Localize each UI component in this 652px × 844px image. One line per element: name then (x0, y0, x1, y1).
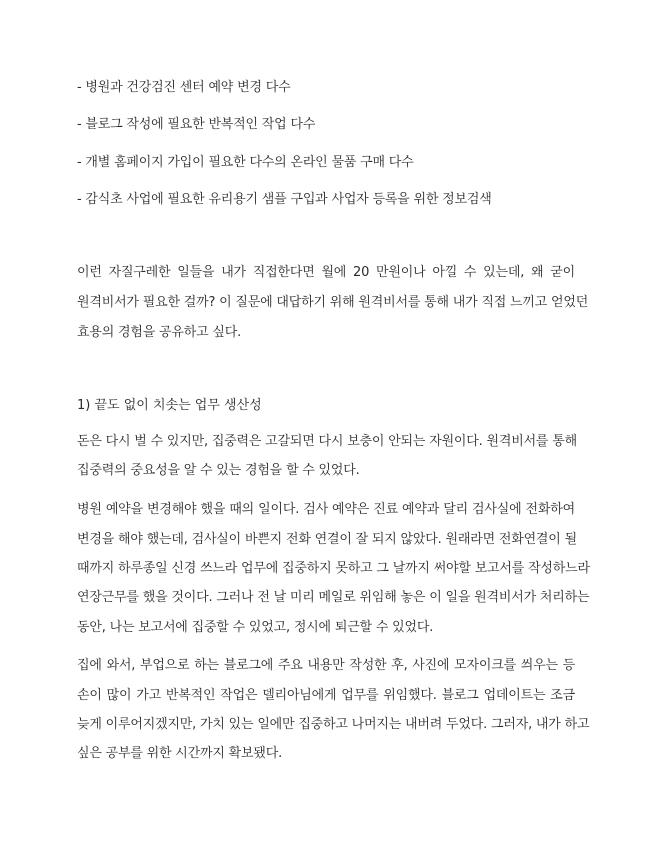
paragraph-line: 효용의 경험을 공유하고 싶다. (77, 325, 242, 340)
paragraph-line: 이런 자질구레한 일들을 내가 직접한다면 월에 20 만원이나 아낄 수 있는데, 왜 굳이 (77, 265, 575, 280)
paragraph-line: 연장근무를 했을 것이다. 그러나 전 날 미리 메일로 위임해 놓은 이 일을 원격비서가 처리하는 (77, 590, 590, 605)
paragraph-line: 병원 예약을 변경해야 했을 때의 일이다. 검사 예약은 진료 예약과 달리 검사실에 전화하여 (77, 502, 575, 517)
paragraph-line: 때까지 하루종일 신경 쓰느라 업무에 집중하지 못하고 그 날까지 써야할 보고서를 작성하느라 (77, 561, 590, 576)
paragraph-line: 돈은 다시 벌 수 있지만, 집중력은 고갈되면 다시 보충이 안되는 자원이다. 원격비서를 통해 (77, 434, 577, 449)
paragraph-line: 싶은 공부를 위한 시간까지 확보됐다. (77, 746, 283, 761)
list-item: - 개별 홈페이지 가입이 필요한 다수의 온라인 물품 구매 다수 (77, 155, 414, 170)
list-item: - 감식초 사업에 필요한 유리용기 샘플 구입과 사업자 등록을 위한 정보검색 (77, 192, 492, 207)
paragraph-line: 손이 많이 가고 반복적인 작업은 델리아님에게 업무를 위임했다. 블로그 업데이트는 조금 (77, 688, 575, 703)
paragraph-line: 늦게 이루어지겠지만, 가치 있는 일에만 집중하고 나머지는 내버려 두었다. 그러자, 내가 하고 (77, 717, 590, 732)
section-heading: 1) 끝도 없이 치솟는 업무 생산성 (77, 398, 262, 413)
paragraph-line: 집중력의 중요성을 알 수 있는 경험을 할 수 있었다. (77, 463, 360, 478)
paragraph-line: 동안, 나는 보고서에 집중할 수 있었고, 정시에 퇴근할 수 있었다. (77, 620, 434, 635)
paragraph-line: 변경을 해야 했는데, 검사실이 바쁜지 전화 연결이 잘 되지 않았다. 원래라면 전화연결이 될 (77, 532, 577, 547)
paragraph-line: 집에 와서, 부업으로 하는 블로그에 주요 내용만 작성한 후, 사진에 모자이크를 씌우는 등 (77, 658, 575, 673)
list-item: - 병원과 건강검진 센터 예약 변경 다수 (77, 80, 291, 95)
list-item: - 블로그 작성에 필요한 반복적인 작업 다수 (77, 117, 316, 132)
paragraph-line: 원격비서가 필요한 걸까? 이 질문에 대답하기 위해 원격비서를 통해 내가 직접 느끼고 얻었던 (77, 295, 589, 310)
